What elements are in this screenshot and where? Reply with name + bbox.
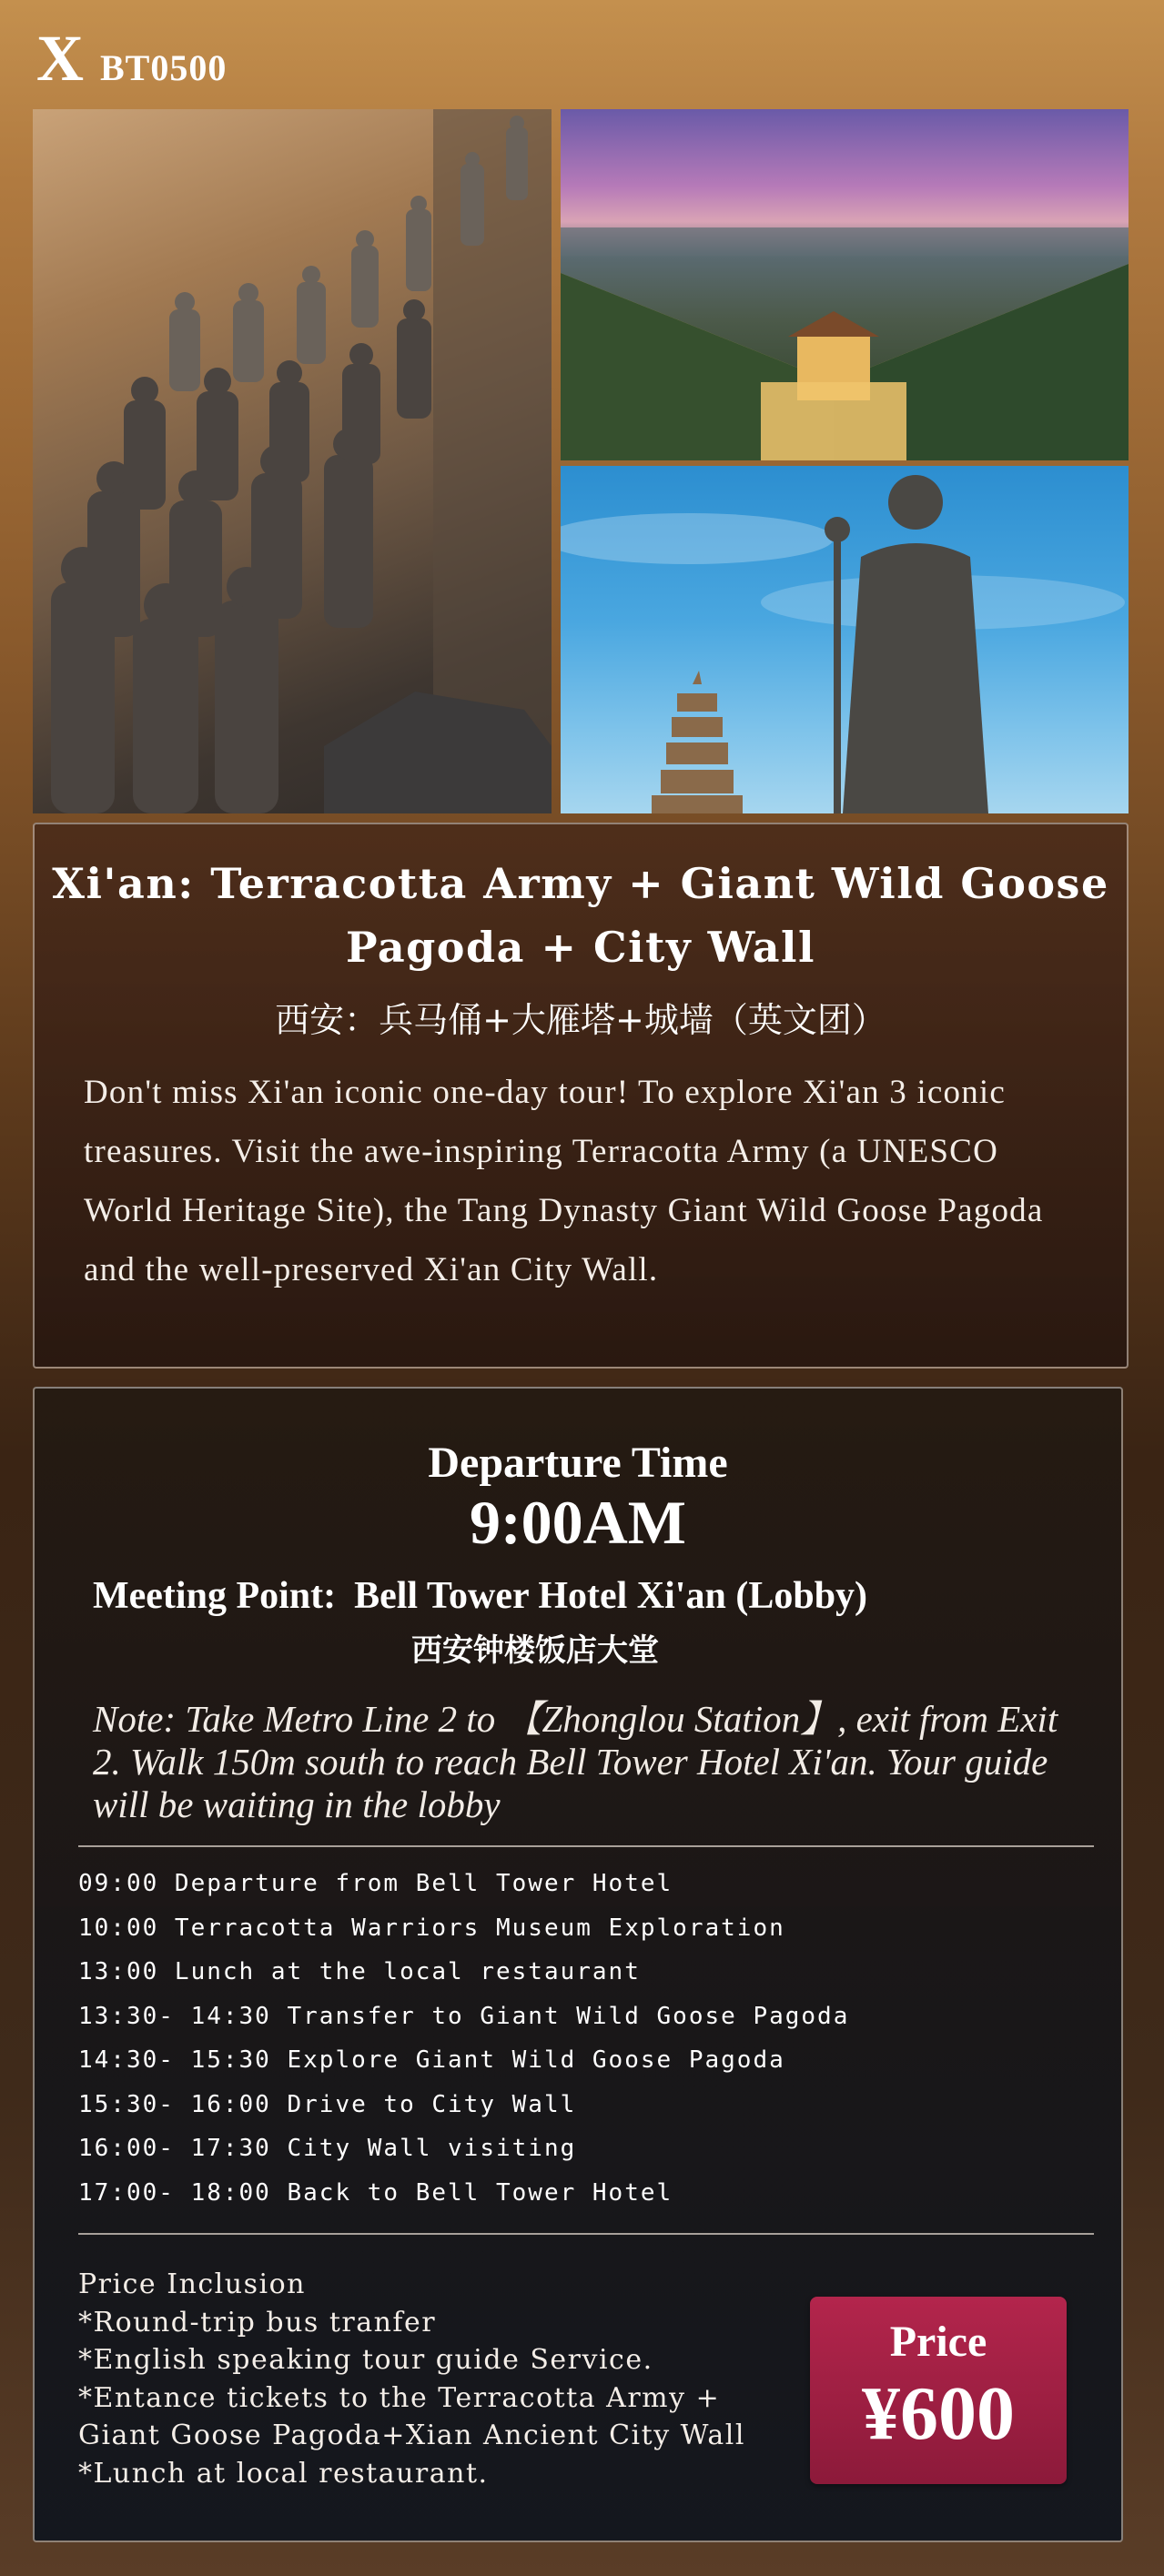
price-value: ¥600 (862, 2371, 1015, 2456)
price-badge (810, 2297, 1067, 2484)
price-inclusion (78, 2266, 770, 2492)
itinerary-list (78, 1862, 849, 2215)
photo-collage (33, 109, 1129, 813)
divider (78, 2233, 1094, 2235)
itinerary-item: 15:30- 16:00 Drive to City Wall (78, 2090, 577, 2118)
meeting-point (93, 1574, 867, 1618)
inclusion-item: *Entance tickets to the Terracotta Army + Giant Goose Pagoda+Xian Ancient City Wall (78, 2381, 745, 2451)
terracotta-warriors-photo (33, 109, 552, 813)
departure-time: 9:00AM (470, 1488, 686, 1557)
tour-intro-card (33, 823, 1129, 1369)
price-label: Price (889, 2318, 987, 2366)
city-wall-aerial-photo (561, 109, 1129, 460)
meeting-point-label: Meeting Point: (93, 1575, 337, 1617)
tour-title-chinese: 西安：兵马俑+大雁塔+城墙（英文团） (275, 1000, 886, 1040)
inclusion-item: *Lunch at local restaurant. (78, 2457, 489, 2490)
meeting-point-place: Bell Tower Hotel Xi'an (Lobby) (354, 1575, 868, 1617)
itinerary-item: 13:00 Lunch at the local restaurant (78, 1958, 641, 1985)
directions-note: Note: Take Metro Line 2 to 【Zhonglou Station】, exit from Exit 2. Walk 150m south to reach Bell Tower Hotel Xi'an. Your guide will be waiting in the lobby (93, 1698, 1058, 1825)
inclusion-title: Price Inclusion (78, 2268, 306, 2300)
pagoda-and-monk-statue-photo (561, 466, 1129, 813)
tour-description: Don't miss Xi'an iconic one-day tour! To explore Xi'an 3 iconic treasures. Visit the awe-inspiring Terracotta Army (a UNESCO World Heritage Site), the Tang Dynasty Giant Wild Goose Pagoda and the well-preserved Xi'an City Wall. (84, 1074, 1044, 1288)
itinerary-item: 17:00- 18:00 Back to Bell Tower Hotel (78, 2178, 673, 2207)
tour-title: Xi'an: Terracotta Army + Giant Wild Goose Pagoda + City Wall (52, 859, 1109, 972)
itinerary-item: 09:00 Departure from Bell Tower Hotel (78, 1870, 673, 1897)
brand-logo: X (36, 22, 84, 95)
itinerary-item: 13:30- 14:30 Transfer to Giant Wild Goose Pagoda (78, 2002, 850, 2030)
departure-label: Departure Time (428, 1439, 728, 1487)
meeting-point-chinese: 西安钟楼饭店大堂 (411, 1632, 659, 1669)
divider (78, 1845, 1094, 1847)
itinerary-item: 16:00- 17:30 City Wall visiting (78, 2135, 577, 2162)
brand (36, 22, 228, 95)
itinerary-item: 14:30- 15:30 Explore Giant Wild Goose Pagoda (78, 2046, 785, 2074)
inclusion-item: *English speaking tour guide Service. (78, 2344, 653, 2376)
inclusion-item: *Round-trip bus tranfer (78, 2306, 437, 2339)
tour-code: BT0500 (100, 47, 228, 88)
tour-details-card (33, 1387, 1123, 2542)
itinerary-item: 10:00 Terracotta Warriors Museum Exploration (78, 1914, 785, 1942)
